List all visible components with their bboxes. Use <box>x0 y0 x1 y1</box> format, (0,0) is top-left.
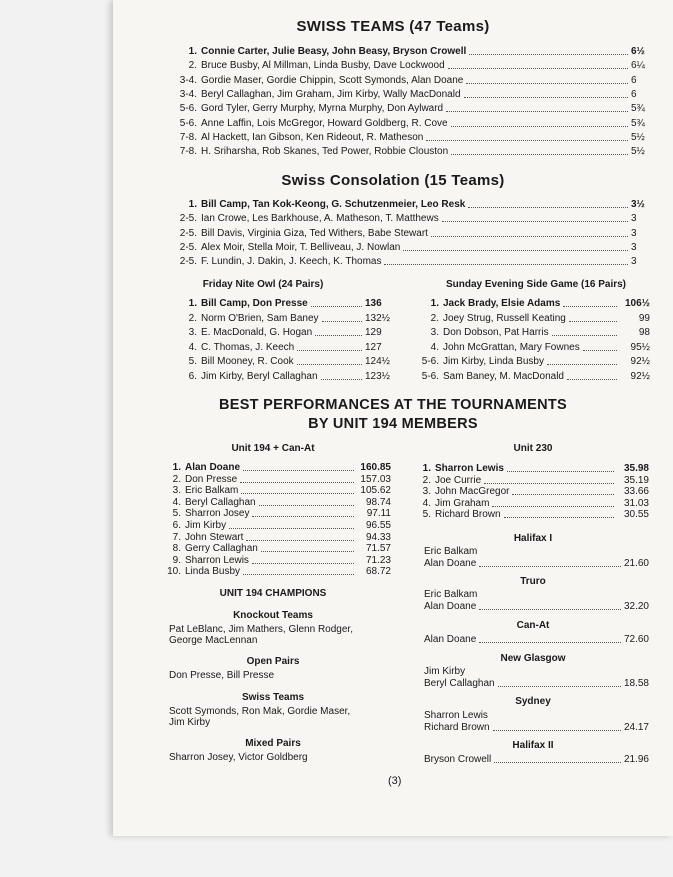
dot-leader <box>507 471 614 472</box>
can-at-result <box>424 634 649 646</box>
rank: 1. <box>422 463 431 474</box>
result-row <box>159 497 391 509</box>
player-names: Bill Mooney, R. Cook <box>201 356 294 367</box>
knockout-teams-line1: Pat LeBlanc, Jim Mathers, Glenn Rodger, <box>169 624 353 635</box>
player-names: Bill Camp, Tan Kok-Keong, G. Schutzenmeier, Leo Resk <box>201 199 466 210</box>
rank: 2-5. <box>179 227 197 239</box>
player-names: Richard Brown <box>435 509 501 521</box>
result-row <box>413 463 649 475</box>
score: 99 <box>638 312 650 324</box>
result-row <box>415 313 650 325</box>
dot-leader <box>563 306 617 307</box>
rank: 8. <box>172 543 181 555</box>
result-row <box>159 532 391 544</box>
swiss-teams-champions-line2: Jim Kirby <box>169 717 211 728</box>
rank: 7-8. <box>179 131 197 143</box>
result-row <box>159 199 649 211</box>
player-names: Bruce Busby, Al Millman, Linda Busby, Dave Lockwood <box>201 60 445 72</box>
dot-leader <box>493 730 621 731</box>
result-row <box>159 242 649 254</box>
score: 5½ <box>631 131 645 143</box>
player-names: Jim Kirby, Beryl Callaghan <box>201 370 318 382</box>
dot-leader <box>446 111 628 112</box>
unit-194-champions-title: UNIT 194 CHAMPIONS <box>219 588 327 599</box>
player-names: H. Sriharsha, Rob Skanes, Ted Power, Robbie Clouston <box>201 146 449 158</box>
unit-230-title: Unit 230 <box>513 443 553 454</box>
rank: 1. <box>188 298 197 309</box>
swiss-teams-champions-line1: Scott Symonds, Ron Mak, Gordie Maser, <box>169 706 351 717</box>
score: 129 <box>365 327 382 338</box>
knockout-teams-line2: George MacLennan <box>169 635 258 646</box>
score: 5¾ <box>631 117 645 129</box>
sydney-name1: Sharron Lewis <box>424 710 488 721</box>
result-row <box>415 342 650 354</box>
score: 97.11 <box>366 508 391 520</box>
halifax-2-result <box>424 754 649 766</box>
halifax-2-score: 21.96 <box>623 754 649 765</box>
player-names: Gord Tyler, Gerry Murphy, Myrna Murphy, Don Aylward <box>201 103 444 115</box>
result-row <box>159 60 649 72</box>
score: 95½ <box>630 341 650 353</box>
score: 71.23 <box>365 554 391 566</box>
score: 96.55 <box>365 520 391 531</box>
rank: 2. <box>430 312 439 324</box>
dot-leader <box>297 350 362 351</box>
score: 68.72 <box>365 566 391 578</box>
halifax-2-title: Halifax II <box>512 740 554 751</box>
halifax-1-name2: Alan Doane <box>424 558 477 569</box>
rank: 7-8. <box>179 146 197 158</box>
dot-leader <box>315 335 362 336</box>
player-names: Jim Kirby, Linda Busby <box>443 356 544 367</box>
player-names: Jim Kirby <box>185 520 227 531</box>
player-names: Norm O'Brien, Sam Baney <box>201 312 319 324</box>
dot-leader <box>492 506 614 507</box>
rank: 4. <box>430 341 439 353</box>
player-names: Beryl Callaghan <box>185 496 256 508</box>
player-names: Linda Busby <box>185 566 241 578</box>
sydney-score: 24.17 <box>623 722 649 733</box>
best-performances-subtitle: BY UNIT 194 MEMBERS <box>308 416 478 432</box>
player-names: John Stewart <box>185 531 244 543</box>
sydney-name2: Richard Brown <box>424 722 490 733</box>
result-row <box>159 118 649 130</box>
rank: 4. <box>422 497 431 509</box>
result-row <box>159 462 391 474</box>
score: 3 <box>631 241 637 253</box>
player-names: John MacGregor <box>435 486 510 498</box>
rank: 4. <box>188 341 197 353</box>
dot-leader <box>451 126 628 127</box>
player-names: Ian Crowe, Les Barkhouse, A. Matheson, T. Matthews <box>201 213 439 225</box>
dot-leader <box>261 551 354 552</box>
dot-leader <box>504 517 614 518</box>
dot-leader <box>240 482 354 483</box>
swiss-consolation-title: Swiss Consolation (15 Teams) <box>281 172 505 189</box>
dot-leader <box>426 140 628 141</box>
player-names: Don Presse <box>185 473 238 485</box>
rank: 5-6. <box>421 356 439 367</box>
score: 124½ <box>365 356 391 367</box>
open-pairs-line1: Don Presse, Bill Presse <box>169 670 275 681</box>
new-glasgow-name1: Jim Kirby <box>424 666 466 677</box>
rank: 6. <box>188 370 197 382</box>
dot-leader <box>442 221 628 222</box>
score: 71.57 <box>365 543 391 555</box>
new-glasgow-title: New Glasgow <box>500 653 566 664</box>
player-names: Al Hackett, Ian Gibson, Ken Rideout, R. Matheson <box>201 131 424 143</box>
halifax-1-name1: Eric Balkam <box>424 546 478 557</box>
score: 98 <box>638 327 650 338</box>
score: 31.03 <box>623 497 649 509</box>
knockout-teams-title: Knockout Teams <box>233 610 313 621</box>
dot-leader <box>431 236 628 237</box>
swiss-teams-title: SWISS TEAMS (47 Teams) <box>296 18 490 35</box>
rank: 1. <box>430 298 439 309</box>
result-row <box>413 509 649 521</box>
player-names: Joe Currie <box>435 474 482 486</box>
result-row <box>413 475 649 487</box>
player-names: Don Dobson, Pat Harris <box>443 327 549 338</box>
score: 3 <box>631 227 637 239</box>
new-glasgow-name2: Beryl Callaghan <box>424 678 495 689</box>
result-row <box>159 146 649 158</box>
halifax-1-result <box>424 558 649 570</box>
dot-leader <box>512 494 614 495</box>
truro-title: Truro <box>520 576 546 587</box>
dot-leader <box>479 566 621 567</box>
dot-leader <box>448 68 628 69</box>
rank: 2-5. <box>179 256 197 268</box>
player-names: Jack Brady, Elsie Adams <box>443 298 561 309</box>
rank: 9. <box>172 554 181 566</box>
dot-leader <box>479 609 621 610</box>
sydney-result <box>424 722 649 734</box>
result-row <box>159 256 649 268</box>
dot-leader <box>259 505 354 506</box>
result-row <box>159 46 649 58</box>
dot-leader <box>321 379 362 380</box>
dot-leader <box>547 364 617 365</box>
rank: 5. <box>188 356 197 367</box>
dot-leader <box>297 364 362 365</box>
rank: 3. <box>430 327 439 338</box>
score: 6¼ <box>631 60 645 72</box>
dot-leader <box>567 379 617 380</box>
result-row <box>159 75 649 87</box>
result-row <box>159 543 391 555</box>
dot-leader <box>569 321 617 322</box>
player-names: Connie Carter, Julie Beasy, John Beasy, Bryson Crowell <box>201 46 467 57</box>
result-row <box>159 474 391 486</box>
new-glasgow-score: 18.58 <box>623 678 649 689</box>
player-names: C. Thomas, J. Keech <box>201 341 295 353</box>
rank: 5-6. <box>421 370 439 382</box>
rank: 2-5. <box>179 213 197 225</box>
result-row <box>413 486 649 498</box>
program-page <box>113 0 673 836</box>
sunday-side-game-title: Sunday Evening Side Game (16 Pairs) <box>445 279 627 290</box>
player-names: Bill Davis, Virginia Giza, Ted Withers, Babe Stewart <box>201 227 428 239</box>
dot-leader <box>468 207 628 208</box>
score: 127 <box>365 341 382 353</box>
unit-194-title: Unit 194 + Can-At <box>231 443 315 454</box>
score: 35.98 <box>623 463 649 474</box>
dot-leader <box>466 83 628 84</box>
score: 157.03 <box>360 473 391 485</box>
score: 30.55 <box>623 509 649 521</box>
score: 94.33 <box>365 531 391 543</box>
dot-leader <box>229 528 354 529</box>
player-names: Joey Strug, Russell Keating <box>443 312 566 324</box>
dot-leader <box>484 483 614 484</box>
score: 35.19 <box>623 474 649 486</box>
result-row <box>159 213 649 225</box>
dot-leader <box>243 470 354 471</box>
result-row <box>413 498 649 510</box>
rank: 3. <box>188 327 197 338</box>
player-names: Sharron Josey <box>185 508 250 520</box>
dot-leader <box>464 97 628 98</box>
rank: 1. <box>188 46 197 57</box>
result-row <box>415 371 650 383</box>
dot-leader <box>583 350 617 351</box>
result-row <box>159 228 649 240</box>
dot-leader <box>243 574 354 575</box>
result-row <box>159 371 399 383</box>
result-row <box>415 356 650 368</box>
can-at-score: 72.60 <box>623 634 649 645</box>
score: 105.62 <box>360 485 391 497</box>
score: 106½ <box>624 298 650 309</box>
halifax-1-title: Halifax I <box>513 533 553 544</box>
truro-name1: Eric Balkam <box>424 589 478 600</box>
player-names: Anne Laffin, Lois McGregor, Howard Goldberg, R. Cove <box>201 117 448 129</box>
player-names: Sharron Lewis <box>435 463 504 474</box>
dot-leader <box>246 540 354 541</box>
rank: 2. <box>188 312 197 324</box>
player-names: Gerry Callaghan <box>185 543 258 555</box>
rank: 4. <box>172 496 181 508</box>
rank: 5. <box>172 508 181 520</box>
dot-leader <box>498 686 621 687</box>
halifax-1-score: 21.60 <box>623 558 649 569</box>
rank: 1. <box>172 462 181 473</box>
player-names: Beryl Callaghan, Jim Graham, Jim Kirby, Wally MacDonald <box>201 88 461 100</box>
score: 5½ <box>631 146 645 158</box>
score: 3 <box>631 213 637 225</box>
score: 92½ <box>630 356 650 367</box>
player-names: Bill Camp, Don Presse <box>201 298 308 309</box>
result-row <box>159 508 391 520</box>
player-names: Sharron Lewis <box>185 554 249 566</box>
dot-leader <box>479 642 621 643</box>
dot-leader <box>322 321 362 322</box>
rank: 5-6. <box>179 117 197 129</box>
rank: 1. <box>188 199 197 210</box>
player-names: Alan Doane <box>185 462 241 473</box>
score: 33.66 <box>623 486 649 498</box>
score: 6½ <box>631 46 645 57</box>
score: 6 <box>631 88 637 100</box>
dot-leader <box>403 250 628 251</box>
result-row <box>159 342 399 354</box>
friday-nite-owl-title: Friday Nite Owl (24 Pairs) <box>202 279 324 290</box>
halifax-2-name2: Bryson Crowell <box>424 754 492 765</box>
rank: 3. <box>172 485 181 497</box>
rank: 7. <box>172 531 181 543</box>
open-pairs-title: Open Pairs <box>246 656 300 667</box>
mixed-pairs-title: Mixed Pairs <box>245 738 301 749</box>
result-row <box>159 89 649 101</box>
rank: 3-4. <box>179 88 197 100</box>
player-names: E. MacDonald, G. Hogan <box>201 327 313 338</box>
score: 92½ <box>630 370 650 382</box>
result-row <box>415 327 650 339</box>
can-at-title: Can-At <box>516 620 550 631</box>
rank: 5-6. <box>179 103 197 115</box>
page-number: (3) <box>388 775 402 787</box>
rank: 5. <box>422 509 431 521</box>
dot-leader <box>494 762 621 763</box>
player-names: Eric Balkam <box>185 485 239 497</box>
truro-result <box>424 601 649 613</box>
score: 136 <box>365 298 382 309</box>
rank: 3-4. <box>179 74 197 86</box>
score: 3 <box>631 256 637 268</box>
player-names: Gordie Maser, Gordie Chippin, Scott Symonds, Alan Doane <box>201 74 464 86</box>
rank: 3. <box>422 486 431 498</box>
score: 5¾ <box>631 103 645 115</box>
rank: 2-5. <box>179 241 197 253</box>
player-names: Alex Moir, Stella Moir, T. Belliveau, J. Nowlan <box>201 241 401 253</box>
dot-leader <box>384 264 628 265</box>
score: 132½ <box>365 312 391 324</box>
swiss-teams-champions-title: Swiss Teams <box>241 692 305 703</box>
dot-leader <box>469 54 628 55</box>
can-at-name2: Alan Doane <box>424 634 477 645</box>
score: 123½ <box>365 370 391 382</box>
new-glasgow-result <box>424 678 649 690</box>
result-row <box>159 313 399 325</box>
result-row <box>159 566 391 578</box>
result-row <box>159 356 399 368</box>
player-names: F. Lundin, J. Dakin, J. Keech, K. Thomas <box>201 256 382 268</box>
result-row <box>159 555 391 567</box>
result-row <box>159 103 649 115</box>
rank: 10. <box>167 566 181 578</box>
rank: 2. <box>188 60 197 72</box>
mixed-pairs-line1: Sharron Josey, Victor Goldberg <box>169 752 308 763</box>
dot-leader <box>252 516 354 517</box>
result-row <box>415 298 650 310</box>
result-row <box>159 327 399 339</box>
result-row <box>159 520 391 532</box>
truro-name2: Alan Doane <box>424 601 477 612</box>
rank: 6. <box>172 520 181 531</box>
truro-score: 32.20 <box>623 601 649 612</box>
rank: 2. <box>422 474 431 486</box>
score: 6 <box>631 74 637 86</box>
score: 3½ <box>631 199 645 210</box>
best-performances-title: BEST PERFORMANCES AT THE TOURNAMENTS <box>218 397 568 413</box>
player-names: Jim Graham <box>435 497 490 509</box>
result-row <box>159 298 399 310</box>
result-row <box>159 485 391 497</box>
score: 160.85 <box>360 462 391 473</box>
dot-leader <box>252 563 354 564</box>
result-row <box>159 132 649 144</box>
dot-leader <box>552 335 617 336</box>
sydney-title: Sydney <box>515 696 551 707</box>
player-names: Sam Baney, M. MacDonald <box>443 370 564 382</box>
dot-leader <box>451 154 628 155</box>
dot-leader <box>311 306 362 307</box>
dot-leader <box>241 493 354 494</box>
score: 98.74 <box>365 496 391 508</box>
player-names: John McGrattan, Mary Fownes <box>443 341 580 353</box>
rank: 2. <box>172 473 181 485</box>
